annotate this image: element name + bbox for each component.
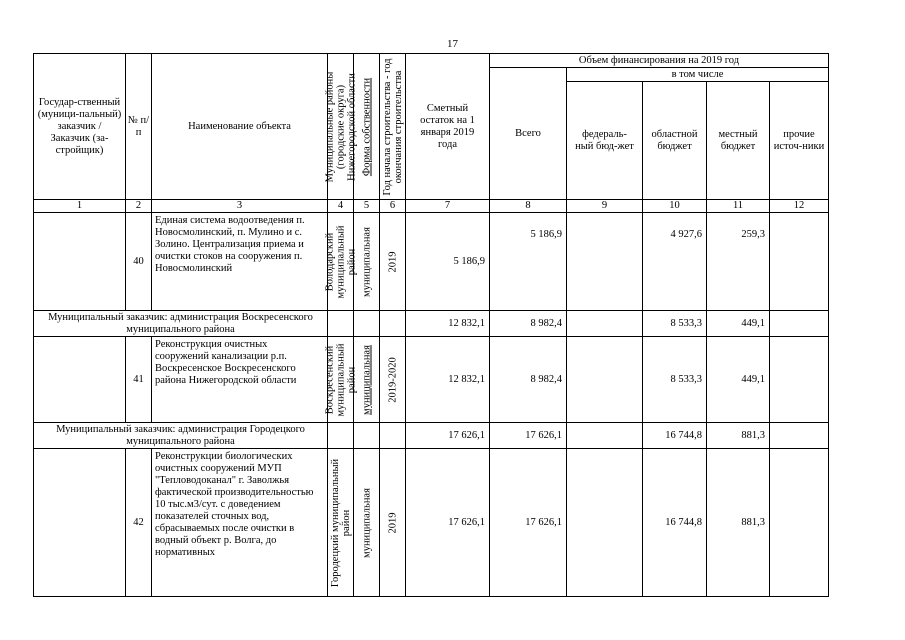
local-value: 449,1 [707, 337, 770, 423]
section-customer: Муниципальный заказчик: администрация Городецкого муниципального района [34, 423, 328, 449]
cell-empty [380, 311, 406, 337]
ownership-text: муниципальная [361, 226, 372, 297]
district-cell [324, 337, 357, 423]
regional-value: 16 744,8 [643, 423, 707, 449]
table-row [34, 449, 829, 597]
header-regional: областной бюджет [643, 82, 707, 200]
remainder-value: 12 832,1 [406, 311, 490, 337]
header-other: прочие источ-ники [770, 82, 829, 200]
local-value: 881,3 [707, 423, 770, 449]
local-value: 259,3 [707, 213, 770, 311]
colnum: 1 [34, 200, 126, 213]
federal-value [567, 337, 643, 423]
colnum: 2 [126, 200, 152, 213]
years-text: 2019-2020 [387, 356, 398, 403]
cell-empty [354, 423, 380, 449]
colnum: 11 [707, 200, 770, 213]
other-value [770, 449, 829, 597]
ownership-cell [354, 449, 380, 597]
total-value: 17 626,1 [490, 423, 567, 449]
header-years [380, 54, 406, 200]
local-value: 449,1 [707, 311, 770, 337]
regional-value: 8 533,3 [643, 311, 707, 337]
cell-empty [354, 311, 380, 337]
remainder-value: 5 186,9 [406, 213, 490, 311]
section-row [34, 311, 829, 337]
header-remainder: Сметный остаток на 1 января 2019 года [406, 54, 490, 200]
district-text: Володарский муниципальный район [324, 224, 357, 299]
federal-value [567, 213, 643, 311]
colnum: 12 [770, 200, 829, 213]
object-name: Единая система водоотведения п. Новосмолинский, п. Мулино и с. Золино. Централизация приема и очистки стоков на сооружения п. Новосмолинский [152, 213, 328, 311]
colnum: 10 [643, 200, 707, 213]
row-number: 41 [126, 337, 152, 423]
district-text: Воскресенский муниципальный район [324, 342, 357, 417]
cell-empty [34, 213, 126, 311]
remainder-value: 17 626,1 [406, 449, 490, 597]
header-total: Всего [490, 68, 567, 200]
table-row [34, 337, 829, 423]
header-ownership [354, 54, 380, 200]
header-years-text: Год начала строительства - год окончания строительства [381, 57, 404, 196]
federal-value [567, 311, 643, 337]
section-customer: Муниципальный заказчик: администрация Воскресенского муниципального района [34, 311, 328, 337]
colnum: 9 [567, 200, 643, 213]
header-district [324, 54, 357, 200]
total-value: 8 982,4 [490, 337, 567, 423]
total-value: 8 982,4 [490, 311, 567, 337]
header-customer: Государ-ственный (муници-пальный) заказчик / Заказчик (за-стройщик) [34, 54, 126, 200]
investment-table [33, 53, 829, 597]
cell-empty [34, 337, 126, 423]
row-number: 40 [126, 213, 152, 311]
header-object-name: Наименование объекта [152, 54, 328, 200]
header-number: № п/п [126, 54, 152, 200]
header-local: местный бюджет [707, 82, 770, 200]
cell-empty [328, 311, 354, 337]
cell-empty [34, 449, 126, 597]
column-numbers-row [34, 200, 829, 213]
regional-value: 16 744,8 [643, 449, 707, 597]
ownership-text: муниципальная [361, 344, 372, 415]
header-finance: Объем финансирования на 2019 год [490, 54, 829, 68]
cell-empty [380, 423, 406, 449]
years-cell [380, 213, 406, 311]
colnum: 8 [490, 200, 567, 213]
object-name: Реконструкция очистных сооружений канализации р.п. Воскресенское Воскресенского района Нижегородской области [152, 337, 328, 423]
cell-empty [328, 423, 354, 449]
ownership-cell [354, 337, 380, 423]
regional-value: 4 927,6 [643, 213, 707, 311]
row-number: 42 [126, 449, 152, 597]
other-value [770, 423, 829, 449]
years-cell [380, 449, 406, 597]
federal-value [567, 449, 643, 597]
colnum: 3 [152, 200, 328, 213]
total-value: 5 186,9 [490, 213, 567, 311]
colnum: 4 [328, 200, 354, 213]
header-federal: федераль-ный бюд-жет [567, 82, 643, 200]
local-value: 881,3 [707, 449, 770, 597]
regional-value: 8 533,3 [643, 337, 707, 423]
header-district-text: Муниципальные районы (городские округа) Нижегородской области [324, 71, 357, 182]
object-name: Реконструкции биологических очистных сооружений МУП "Тепловодоканал" г. Заволжья фактической производительностью 10 тыс.м3/сут. с доведением показателей сточных вод, сбрасываемых после очистки в водный объект р. Волга, до нормативных [152, 449, 328, 597]
colnum: 7 [406, 200, 490, 213]
district-cell [324, 213, 357, 311]
years-cell [380, 337, 406, 423]
colnum: 5 [354, 200, 380, 213]
header-including: в том числе [567, 68, 829, 82]
years-text: 2019 [387, 512, 398, 533]
federal-value [567, 423, 643, 449]
page-number: 17 [447, 38, 458, 50]
other-value [770, 213, 829, 311]
other-value [770, 311, 829, 337]
ownership-cell [354, 213, 380, 311]
remainder-value: 12 832,1 [406, 337, 490, 423]
remainder-value: 17 626,1 [406, 423, 490, 449]
other-value [770, 337, 829, 423]
years-text: 2019 [387, 251, 398, 272]
header-ownership-text: Форма собственности [361, 77, 372, 176]
colnum: 6 [380, 200, 406, 213]
district-text: Городецкий муниципальный район [329, 458, 352, 587]
ownership-text: муниципальная [361, 487, 372, 558]
total-value: 17 626,1 [490, 449, 567, 597]
table-row [34, 213, 829, 311]
district-cell [328, 449, 354, 597]
section-row [34, 423, 829, 449]
